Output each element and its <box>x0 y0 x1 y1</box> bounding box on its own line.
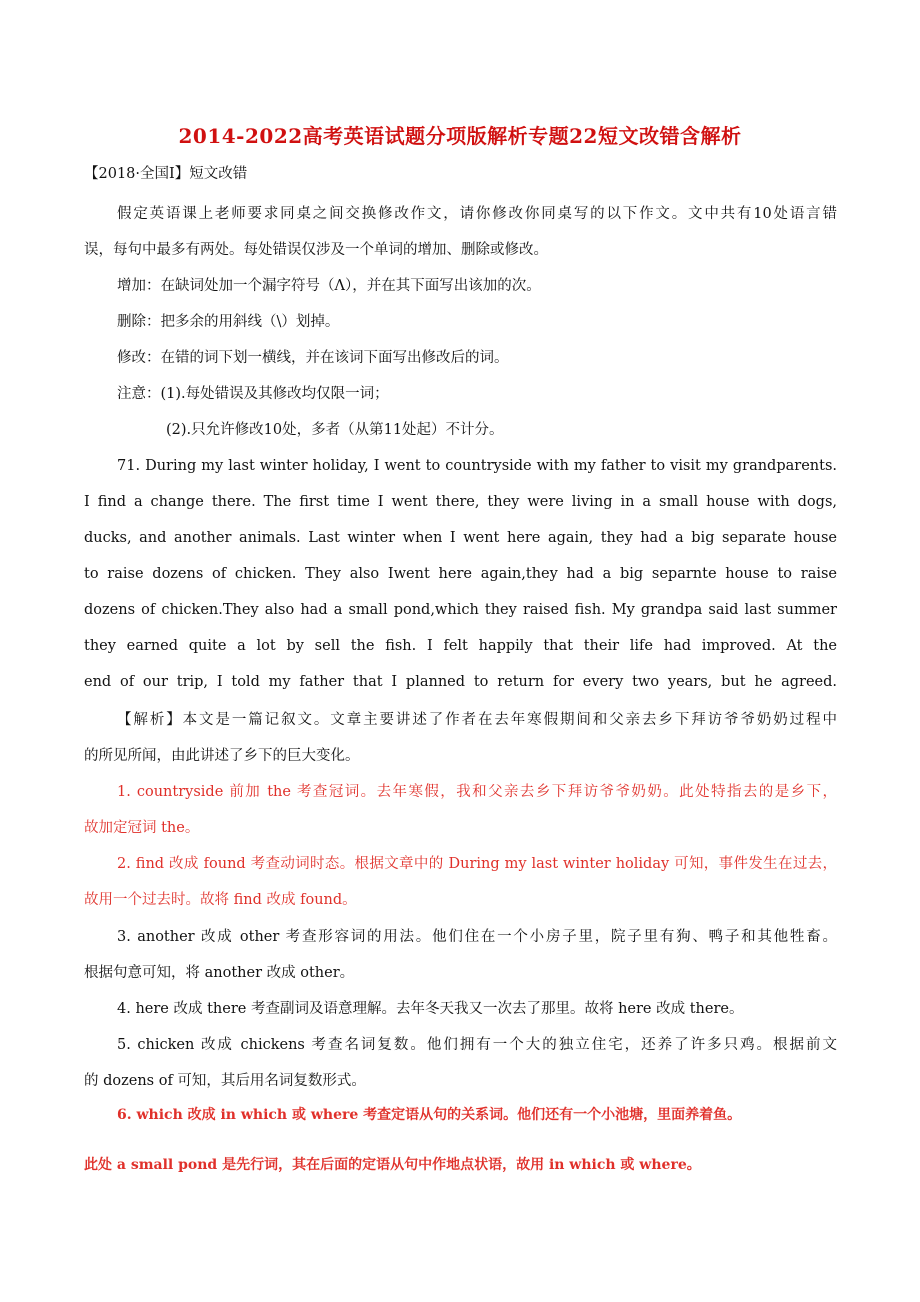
answer-item-5: 5. chicken 改成 chickens 考查名词复数。他们拥有一个大的独立住宅，还养了许多只鸡。根据前文 <box>117 1037 837 1053</box>
answer-item-4: 4. here 改成 there 考查副词及语意理解。去年冬天我又一次去了那里。故将 here 改成 there。 <box>117 1001 744 1017</box>
passage-line: I find a change there. The first time I went there, they were living in a small house with dogs, <box>84 494 837 510</box>
answer-item-2: 2. find 改成 found 考查动词时态。根据文章中的 During my last winter holiday 可知，事件发生在过去， <box>117 856 837 872</box>
answer-item-6: 6. which 改成 in which 或 where 考查定语从句的关系词。他们还有一个小池塘，里面养着鱼。 <box>117 1107 742 1123</box>
answer-item-3: 3. another 改成 other 考查形容词的用法。他们住在一个小房子里，院子里有狗、鸭子和其他牲畜。 <box>117 929 837 945</box>
answer-item-1-cont: 故加定冠词 the。 <box>84 820 200 836</box>
passage-line: they earned quite a lot by sell the fish. I felt happily that their life had improved. At the <box>84 638 837 654</box>
instruction-note-2: (2).只允许修改10处，多者（从第11处起）不计分。 <box>166 422 504 438</box>
instruction-delete: 删除：把多余的用斜线（\）划掉。 <box>117 314 340 330</box>
passage-line: end of our trip, I told my father that I planned to return for every two years, but he agreed. <box>84 674 837 690</box>
instruction-note-1: 注意：(1).每处错误及其修改均仅限一词； <box>117 386 389 402</box>
passage-line: 71. During my last winter holiday, I went to countryside with my father to visit my grandparents. <box>117 458 837 474</box>
answer-item-2-cont: 故用一个过去时。故将 find 改成 found。 <box>84 892 357 908</box>
answer-item-1: 1. countryside 前加 the 考查冠词。去年寒假，我和父亲去乡下拜访爷爷奶奶。此处特指去的是乡下， <box>117 784 837 800</box>
answer-item-6-cont: 此处 a small pond 是先行词，其在后面的定语从句中作地点状语，故用 in which 或 where。 <box>84 1157 701 1173</box>
document-title: 2014-2022高考英语试题分项版解析专题22短文改错含解析 <box>178 124 742 148</box>
passage-line: dozens of chicken.They also had a small pond,which they raised fish. My grandpa said last summer <box>84 602 837 618</box>
answer-item-5-cont: 的 dozens of 可知，其后用名词复数形式。 <box>84 1073 366 1089</box>
analysis-intro: 【解析】本文是一篇记叙文。文章主要讲述了作者在去年寒假期间和父亲去乡下拜访爷爷奶奶过程中 <box>117 712 837 728</box>
passage-line: ducks, and another animals. Last winter when I went here again, they had a big separate house <box>84 530 837 546</box>
answer-item-3-cont: 根据句意可知，将 another 改成 other。 <box>84 965 355 981</box>
instruction-line: 假定英语课上老师要求同桌之间交换修改作文，请你修改你同桌写的以下作文。文中共有10处语言错 <box>117 206 837 222</box>
instruction-line: 误，每句中最多有两处。每处错误仅涉及一个单词的增加、删除或修改。 <box>84 242 548 258</box>
instruction-modify: 修改：在错的词下划一横线，并在该词下面写出修改后的词。 <box>117 350 509 366</box>
instruction-add: 增加：在缺词处加一个漏字符号（Λ），并在其下面写出该加的次。 <box>117 278 541 294</box>
section-heading: 【2018·全国I】短文改错 <box>84 166 248 182</box>
passage-line: to raise dozens of chicken. They also Iwent here again,they had a big separnte house to raise <box>84 566 837 582</box>
analysis-intro: 的所见所闻，由此讲述了乡下的巨大变化。 <box>84 748 360 764</box>
